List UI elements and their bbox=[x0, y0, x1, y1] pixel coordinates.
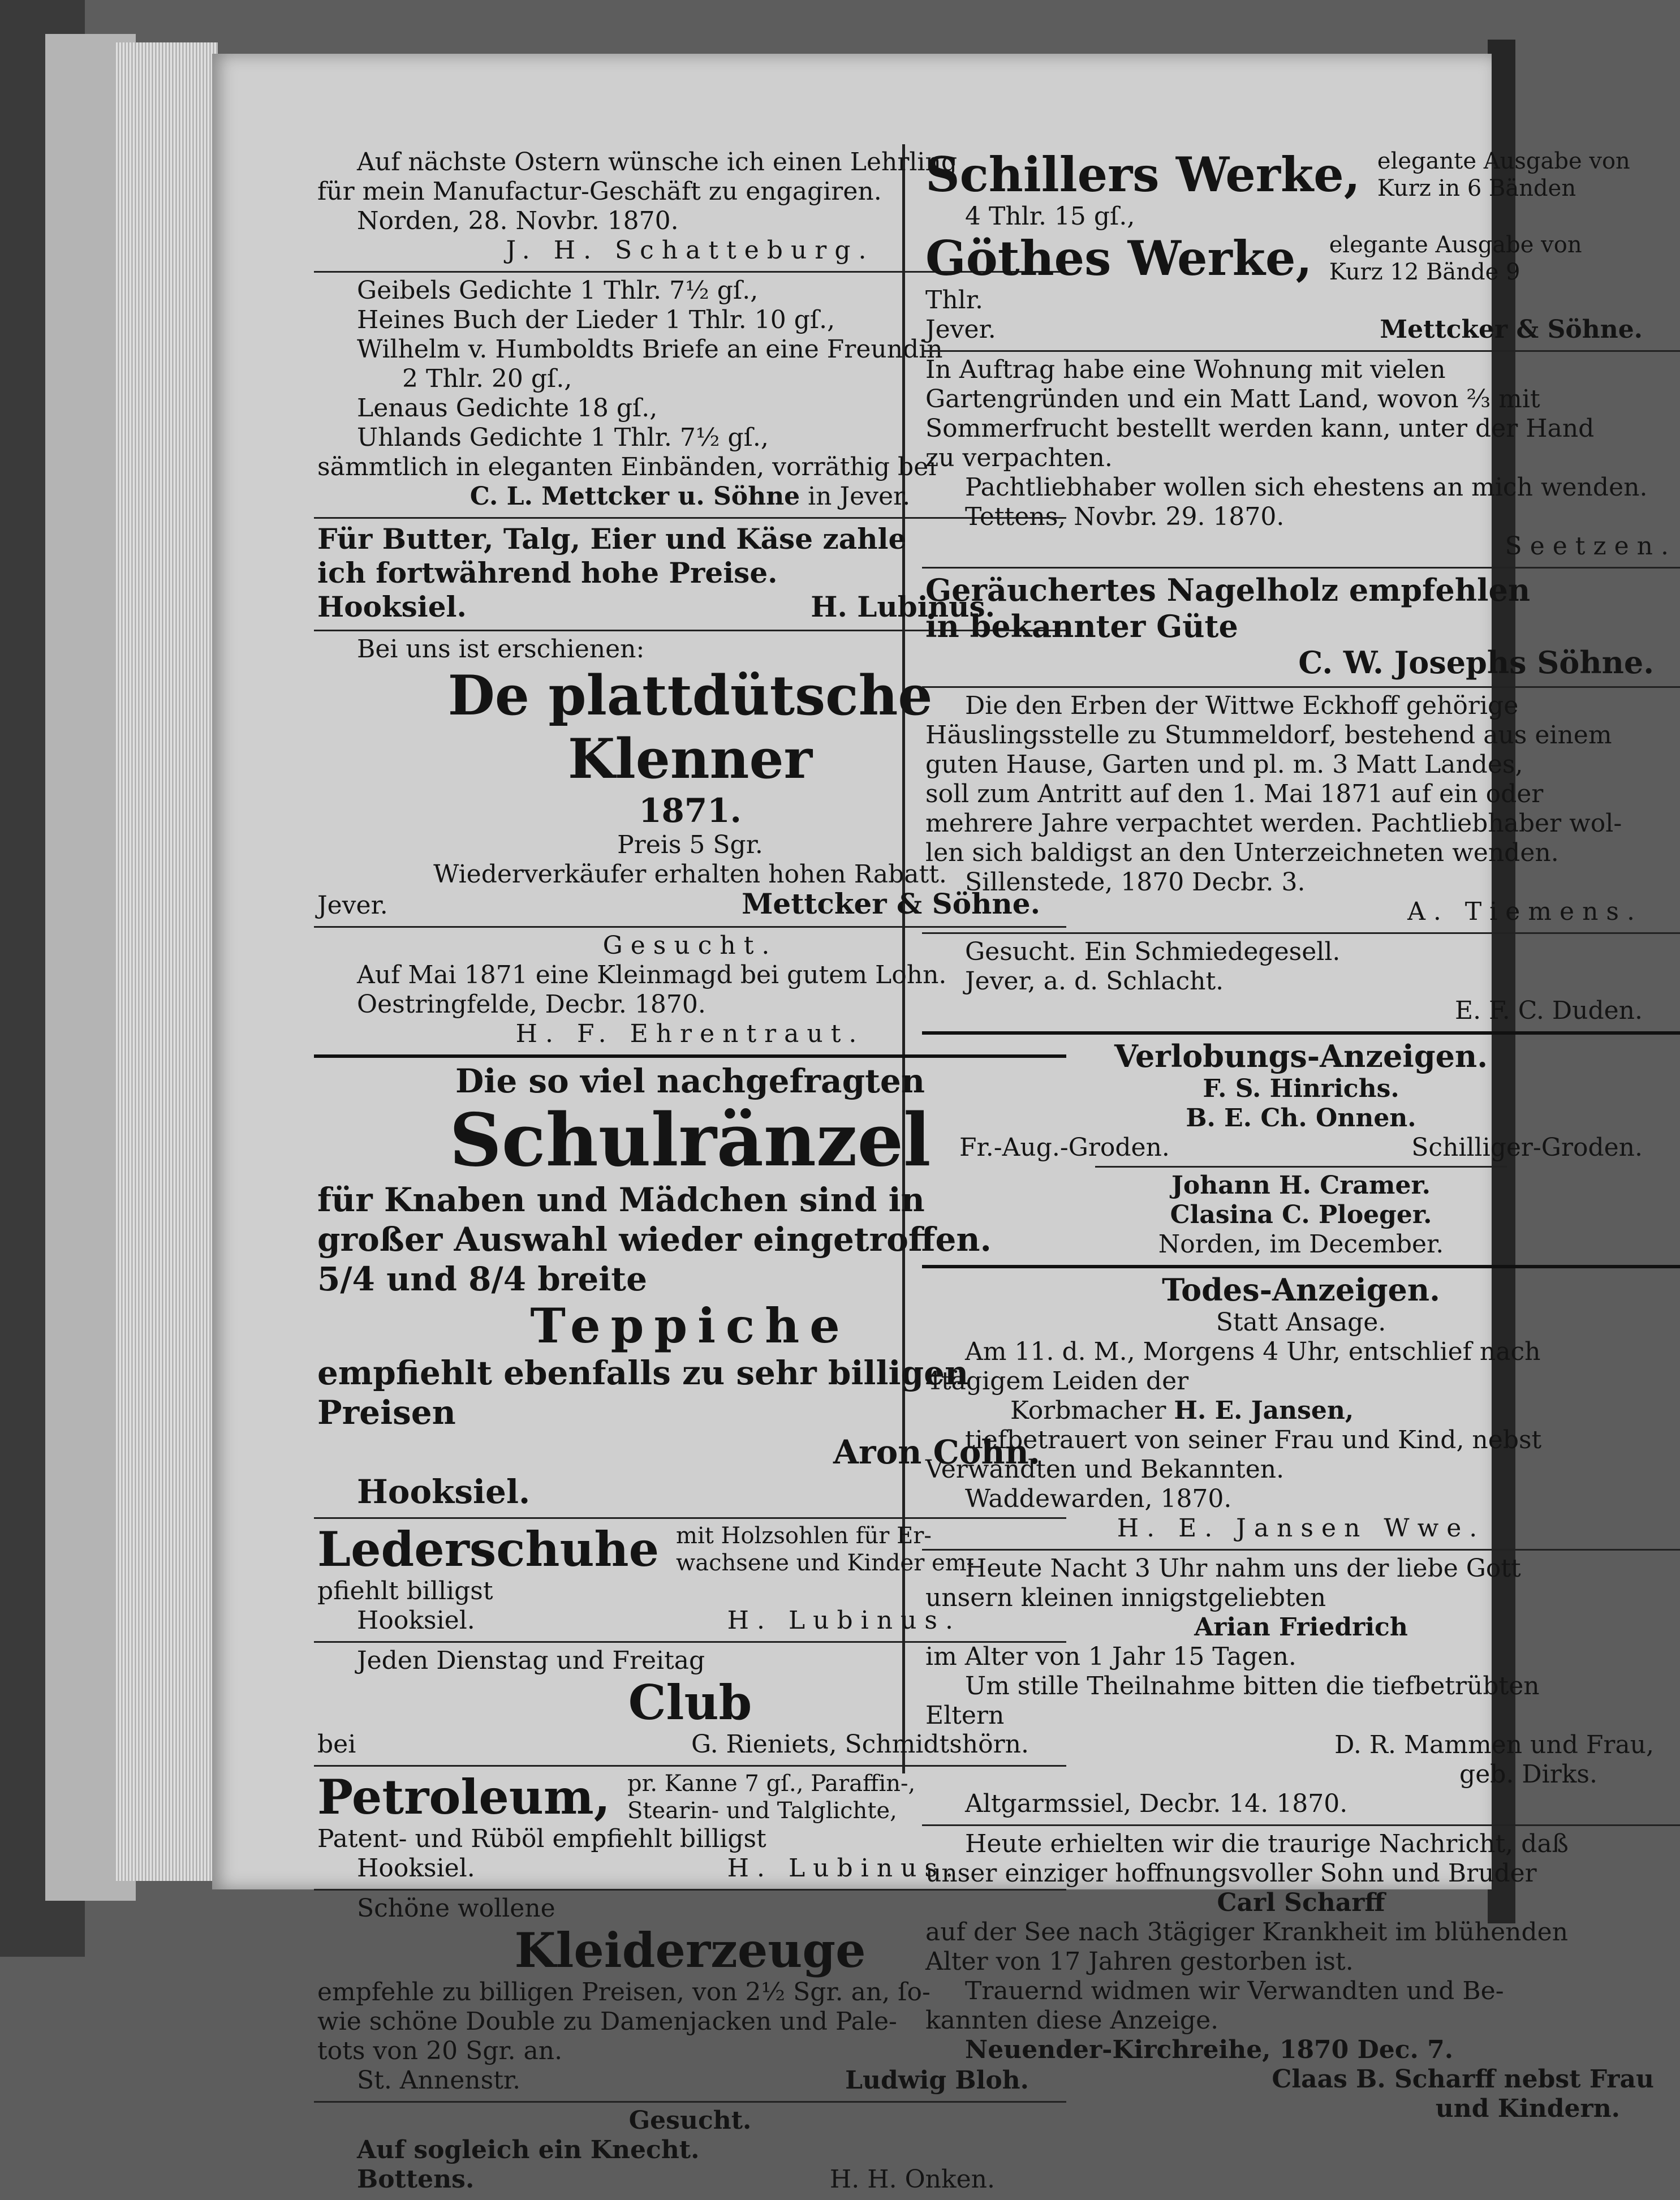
text-line: im Alter von 1 Jahr 15 Tagen. bbox=[925, 1642, 1296, 1671]
text-line: Heute Nacht 3 Uhr nahm uns der liebe Gott bbox=[965, 1554, 1521, 1583]
signature: Claas B. Scharff nebst Frau bbox=[1272, 2065, 1654, 2094]
text-line: mehrere Jahre verpachtet werden. Pachtliebhaber wol- bbox=[925, 809, 1622, 838]
ad-verlobung bbox=[922, 1035, 1680, 1265]
text-line: Statt Ansage. bbox=[1216, 1308, 1386, 1337]
newspaper-page bbox=[212, 54, 1677, 2194]
name: B. E. Ch. Onnen. bbox=[1186, 1104, 1416, 1133]
place: Hooksiel. bbox=[357, 1473, 531, 1511]
text-line: Geräuchertes Nagelholz empfehlen bbox=[925, 572, 1531, 608]
signature: D. R. Mammen und Frau, bbox=[1334, 1730, 1654, 1759]
title: Schillers Werke, bbox=[925, 147, 1360, 203]
text-line: empfehle zu billigen Preisen, von 2½ Sgr. an, ſo- bbox=[317, 1978, 931, 2007]
name: H. H. Onken. bbox=[829, 2165, 995, 2194]
ad-arian bbox=[922, 1551, 1680, 1824]
text-line: Preisen bbox=[317, 1393, 456, 1432]
name: H. Lubinus. bbox=[727, 1854, 961, 1883]
heading: Gesucht. bbox=[602, 931, 778, 960]
title: Petroleum, bbox=[317, 1769, 610, 1825]
title: Kleiderzeuge bbox=[514, 1922, 866, 1978]
side-line: Kurz in 6 Bänden bbox=[1377, 175, 1576, 201]
price: Preis 5 Sgr. bbox=[617, 830, 763, 859]
title-row bbox=[925, 231, 1677, 286]
text-line: Alter von 17 Jahren gestorben ist. bbox=[925, 1947, 1354, 1976]
text-line: pfiehlt billigst bbox=[317, 1577, 493, 1605]
side-line: Kurz 12 Bände 9 bbox=[1329, 259, 1520, 285]
text-line: wie schöne Double zu Damenjacken und Pale- bbox=[317, 2007, 897, 2036]
ad-haeuslingsstelle bbox=[922, 688, 1680, 932]
ad-nagelholz bbox=[922, 569, 1680, 686]
text-line: für Knaben und Mädchen sind in bbox=[317, 1181, 925, 1219]
heading: Gesucht. bbox=[628, 2106, 752, 2135]
place: Norden, im December. bbox=[1158, 1230, 1444, 1259]
text-line: sämmtlich in eleganten Einbänden, vorräthig bei bbox=[317, 453, 937, 481]
text-line: 4 Thlr. 15 gſ., bbox=[965, 202, 1135, 231]
text-line: Um stille Theilnahme bitten die tiefbetrübten bbox=[965, 1672, 1540, 1700]
name: Ludwig Bloh. bbox=[845, 2066, 1029, 2095]
place: Altgarmssiel, Decbr. 14. 1870. bbox=[965, 1789, 1348, 1818]
text-line: Patent- und Rüböl empfiehlt billigst bbox=[317, 1824, 766, 1853]
text-line: tots von 20 Sgr. an. bbox=[317, 2037, 563, 2065]
place: Neuender-Kirchreihe, 1870 Dec. 7. bbox=[965, 2035, 1454, 2064]
name: H. E. Jansen, bbox=[1174, 1396, 1354, 1425]
text-line: Oestringfelde, Decbr. 1870. bbox=[357, 990, 706, 1019]
text-line: In Auftrag habe eine Wohnung mit vielen bbox=[925, 355, 1446, 384]
side-line: pr. Kanne 7 gſ., Paraffin-, bbox=[627, 1771, 916, 1797]
text-line bbox=[925, 1396, 1677, 1426]
text-line: Heines Buch der Lieder 1 Thlr. 10 gſ., bbox=[357, 305, 835, 334]
name: Carl Scharff bbox=[1217, 1888, 1385, 1917]
side-text bbox=[1377, 148, 1630, 202]
text-line: Am 11. d. M., Morgens 4 Uhr, entschlief nach bbox=[965, 1337, 1541, 1366]
text-line: Jever, a. d. Schlacht. bbox=[965, 967, 1224, 996]
rabatt: Wiederverkäufer erhalten hohen Rabatt. bbox=[433, 860, 947, 889]
place: Bottens. bbox=[357, 2165, 475, 2194]
name: Mettcker & Söhne. bbox=[1380, 315, 1643, 344]
text-line: Gesucht. Ein Schmiedegesell. bbox=[965, 937, 1341, 966]
text-line: ich fortwährend hohe Preise. bbox=[317, 556, 778, 589]
sign-place: in Jever. bbox=[808, 482, 911, 511]
text-line: Sommerfrucht bestellt werden kann, unter der Hand bbox=[925, 414, 1595, 443]
sign-name: C. L. Mettcker u. Söhne bbox=[469, 482, 800, 511]
text: Korbmacher bbox=[1010, 1396, 1166, 1425]
text-line: unser einziger hoffnungsvoller Sohn und Bruder bbox=[925, 1859, 1537, 1888]
name: F. S. Hinrichs. bbox=[1203, 1074, 1399, 1103]
text-line: Sillenstede, 1870 Decbr. 3. bbox=[965, 868, 1306, 897]
name: Clasina C. Ploeger. bbox=[1170, 1200, 1432, 1229]
text-line: Wilhelm v. Humboldts Briefe an eine Freundin bbox=[357, 335, 943, 364]
signature: A. Tiemens. bbox=[1407, 897, 1643, 926]
text-line: Eltern bbox=[925, 1701, 1005, 1730]
place: Schilliger-Groden. bbox=[1411, 1133, 1643, 1162]
text-line: Geibels Gedichte 1 Thlr. 7½ gſ., bbox=[357, 276, 759, 305]
place: Hooksiel. bbox=[317, 590, 467, 623]
name: G. Rieniets, Schmidtshörn. bbox=[691, 1730, 1029, 1759]
name: H. Lubinus. bbox=[727, 1606, 961, 1635]
text-line: Die so viel nachgefragten bbox=[455, 1062, 925, 1100]
text-line: 5/4 und 8/4 breite bbox=[317, 1260, 648, 1298]
text-line: 4tägigem Leiden der bbox=[925, 1367, 1189, 1396]
text-line: Die den Erben der Wittwe Eckhoff gehörige bbox=[965, 691, 1519, 720]
year: 1871. bbox=[639, 791, 742, 830]
intro: Bei uns ist erschienen: bbox=[357, 635, 645, 664]
place-row bbox=[925, 1133, 1677, 1163]
signature: H. E. Jansen Wwe. bbox=[1117, 1514, 1485, 1543]
place: Hooksiel. bbox=[357, 1854, 475, 1883]
text-line: kannten diese Anzeige. bbox=[925, 2006, 1219, 2035]
side-line: wachsene und Kinder em- bbox=[676, 1550, 975, 1576]
ad-schmiedegesell bbox=[922, 934, 1680, 1031]
side-line: mit Holzsohlen für Er- bbox=[676, 1523, 932, 1549]
place: Jever. bbox=[925, 315, 996, 344]
signature: geb. Dirks. bbox=[1459, 1760, 1597, 1789]
signature: H. F. Ehrentraut. bbox=[515, 1019, 865, 1048]
ad-werke bbox=[922, 144, 1680, 350]
heading: Todes-Anzeigen. bbox=[1162, 1272, 1440, 1308]
divider-short bbox=[1095, 1166, 1507, 1168]
text-line: großer Auswahl wieder eingetroffen. bbox=[317, 1220, 992, 1259]
text-line: Für Butter, Talg, Eier und Käse zahle bbox=[317, 522, 907, 556]
text-line: in bekannter Güte bbox=[925, 608, 1238, 644]
signature: J. H. Schatteburg. bbox=[506, 236, 875, 265]
text-line: Thlr. bbox=[925, 286, 983, 315]
text-line: Trauernd widmen wir Verwandten und Be- bbox=[965, 1977, 1504, 2005]
text-line: Auf sogleich ein Knecht. bbox=[357, 2136, 700, 2164]
text-line: Auf Mai 1871 eine Kleinmagd bei gutem Lohn. bbox=[357, 961, 947, 989]
text-line: Gartengründen und ein Matt Land, wovon ⅔ mit bbox=[925, 385, 1540, 414]
text-line: Pachtliebhaber wollen sich ehestens an mich wenden. bbox=[965, 473, 1648, 502]
teppiche: Teppiche bbox=[530, 1298, 850, 1354]
name: Aron Cohn. bbox=[833, 1433, 1040, 1471]
text-line: Waddewarden, 1870. bbox=[965, 1484, 1232, 1513]
text-line: für mein Manufactur-Geschäft zu engagiren. bbox=[317, 177, 882, 206]
place: Fr.-Aug.-Groden. bbox=[959, 1133, 1170, 1162]
title: Göthes Werke, bbox=[925, 230, 1312, 286]
text-line: guten Hause, Garten und pl. m. 3 Matt Landes, bbox=[925, 750, 1523, 779]
text-line: Jeden Dienstag und Freitag bbox=[357, 1646, 705, 1675]
sign-row bbox=[925, 315, 1677, 345]
heading: Verlobungs-Anzeigen. bbox=[1114, 1038, 1488, 1074]
title: De plattdütsche Klenner bbox=[447, 664, 933, 791]
signature: C. W. Josephs Söhne. bbox=[1298, 644, 1654, 681]
text-line: Heute erhielten wir die traurige Nachricht, daß bbox=[965, 1829, 1569, 1858]
text-line: Lenaus Gedichte 18 gſ., bbox=[357, 394, 658, 423]
place: St. Annenstr. bbox=[357, 2066, 521, 2095]
text-line: 2 Thlr. 20 gſ., bbox=[402, 364, 572, 393]
bei: bei bbox=[317, 1730, 356, 1759]
text-line: Uhlands Gedichte 1 Thlr. 7½ gſ., bbox=[357, 423, 769, 452]
text-line: Tettens, Novbr. 29. 1870. bbox=[965, 502, 1285, 531]
text-line: unsern kleinen innigstgeliebten bbox=[925, 1583, 1326, 1612]
text-line: Verwandten und Bekannten. bbox=[925, 1455, 1285, 1484]
side-text bbox=[627, 1770, 915, 1824]
text-line: Auf nächste Ostern wünsche ich einen Lehrling bbox=[357, 148, 958, 176]
signature: Seetzen. bbox=[1505, 532, 1677, 561]
text-line: zu verpachten. bbox=[925, 444, 1113, 472]
side-line: elegante Ausgabe von bbox=[1329, 232, 1582, 258]
text-line: len sich baldigst an den Unterzeichneten wenden. bbox=[925, 838, 1559, 867]
title: Schulränzel bbox=[449, 1098, 931, 1183]
text-line: tiefbetrauert von seiner Frau und Kind, nebst bbox=[965, 1426, 1542, 1454]
title-row bbox=[925, 148, 1677, 202]
side-line: elegante Ausgabe von bbox=[1377, 148, 1630, 174]
name: Mettcker & Söhne. bbox=[742, 887, 1040, 920]
text-line: Norden, 28. Novbr. 1870. bbox=[357, 206, 679, 235]
title: Club bbox=[628, 1674, 752, 1730]
side-line: Stearin- und Talglichte, bbox=[627, 1798, 897, 1824]
title: Lederschuhe bbox=[317, 1521, 660, 1577]
signature: und Kindern. bbox=[1435, 2094, 1620, 2123]
text-line: soll zum Antritt auf den 1. Mai 1871 auf ein oder bbox=[925, 780, 1544, 808]
name: Arian Friedrich bbox=[1194, 1613, 1408, 1642]
text-line: Schöne wollene bbox=[357, 1894, 555, 1923]
right-column bbox=[922, 144, 1680, 2129]
text-line: Häuslingsstelle zu Stummeldorf, bestehend aus einem bbox=[925, 721, 1612, 750]
signature: E. F. C. Duden. bbox=[1455, 996, 1643, 1025]
text-line: auf der See nach 3tägiger Krankheit im blühenden bbox=[925, 1918, 1569, 1947]
ad-scharff bbox=[922, 1826, 1680, 2129]
place: Jever. bbox=[317, 891, 388, 920]
ad-wohnung bbox=[922, 352, 1680, 567]
name: H. Lubinus. bbox=[811, 590, 995, 623]
name: Johann H. Cramer. bbox=[1171, 1171, 1431, 1200]
side-text bbox=[1329, 231, 1582, 286]
ad-todes bbox=[922, 1268, 1680, 1549]
place: Hooksiel. bbox=[357, 1606, 475, 1635]
sign-row bbox=[317, 2165, 1063, 2194]
text-line: empfiehlt ebenfalls zu sehr billigen bbox=[317, 1354, 969, 1392]
page-edges bbox=[116, 42, 218, 1881]
